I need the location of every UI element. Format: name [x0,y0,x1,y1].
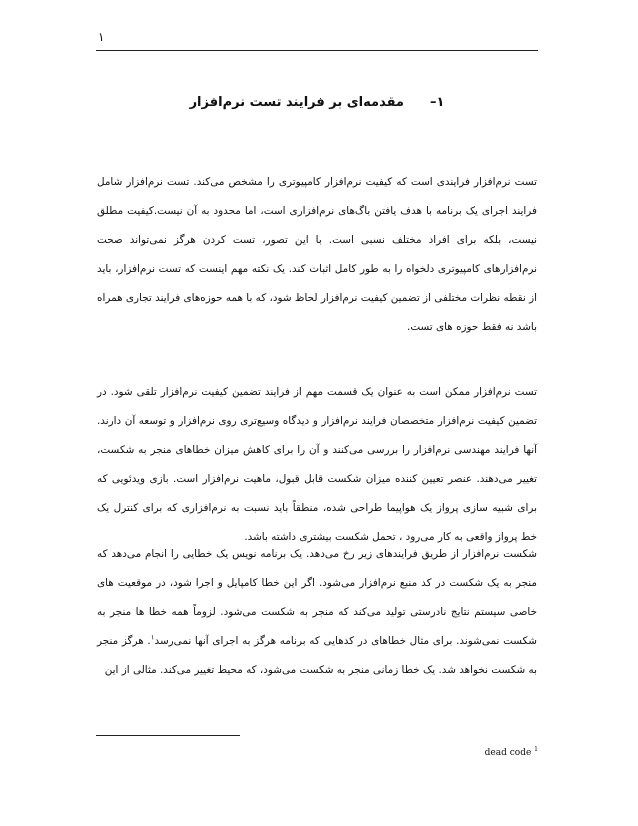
paragraph-3-text-after-ref: . هرگز منجر به شکست نخواهد شد. یک خطا زمانی منجر به شکست می‌شود، که محیط تغییر می‌کند. مثالی از این [97,635,537,676]
chapter-heading [96,92,538,114]
footnote-text: dead code [484,748,532,758]
footnote-reference[interactable]: ۱ [150,633,155,642]
footnote-rule [96,735,240,736]
page-number: ۱ [98,30,105,44]
paragraph-2 [97,378,537,552]
paragraph-3 [97,540,537,685]
paragraph-1 [97,168,537,342]
chapter-title: مقدمه‌ای بر فرایند تست نرم‌افزار [189,95,404,110]
footnote [96,743,538,760]
paragraph-3-text-before-ref: شکست نرم‌افزار از طریق فرایندهای زیر رخ می‌دهد. یک برنامه نویس یک خطایی را انجام می‌دهد که منجر به یک شکست در کد منبع نرم‌افزار می‌شود. اگر این خطا کامپایل و اجرا شود، در موقعیت های خاصی سیستم نتایج نادرستی تولید می‌کند که منجر به شکست می‌شود. لزوماً همه خطا ها منجر به شکست نمی‌شوند. برای مثال خطاهای در کدهایی که برنامه هرگز به اجرای آنها نمی‌رسد [97,548,537,647]
paragraph-3-text [97,540,537,685]
footnote-mark: 1 [534,746,538,753]
chapter-number: ۱– [429,95,445,110]
paragraph-2-text: تست نرم‌افزار ممکن است به عنوان یک قسمت مهم از فرایند تضمین کیفیت نرم‌افزار تلقی شود. در تضمین کیفیت نرم‌افزار متخصصان فرایند نرم‌افزار و دیدگاه وسیع‌تری روی نرم‌افزار و توسعه آن دارند. آنها فرایند مهندسی نرم‌افزار را بررسی می‌کنند و آن را برای کاهش میزان خطاهای منجر به شکست، تغییر می‌دهند. عنصر تعیین کننده میزان شکست قابل قبول، ماهیت نرم‌افزار است. بازی ویدئویی که برای شبیه سازی پرواز یک هواپیما طراحی شده، منطقاً باید نسبت به نرم‌افزاری که برای کنترل یک خط پرواز واقعی به کار می‌رود ، تحمل شکست بیشتری داشته باشد. [97,386,537,543]
paragraph-1-text: تست نرم‌افزار فرایندی است که کیفیت نرم‌افزار کامپیوتری را مشخص می‌کند. تست نرم‌افزار شامل فرایند اجرای یک برنامه با هدف یافتن باگ‌های نرم‌افزاری است، اما محدود به آن نیست.کیفیت مطلق نیست، بلکه برای افراد مختلف نسبی است. با این تصور، تست کردن هرگز نمی‌تواند صحت نرم‌افزارهای کامپیوتری دلخواه را به طور کامل اثبات کند. یک نکته مهم اینست که تست نرم‌افزار، باید از نقطه نظرات مختلفی از تضمین کیفیت نرم‌افزار لحاظ شود، که با همه حوزه‌های فرایند تجاری همراه باشد نه فقط حوزه های تست. [97,176,537,333]
header-rule [96,50,538,51]
